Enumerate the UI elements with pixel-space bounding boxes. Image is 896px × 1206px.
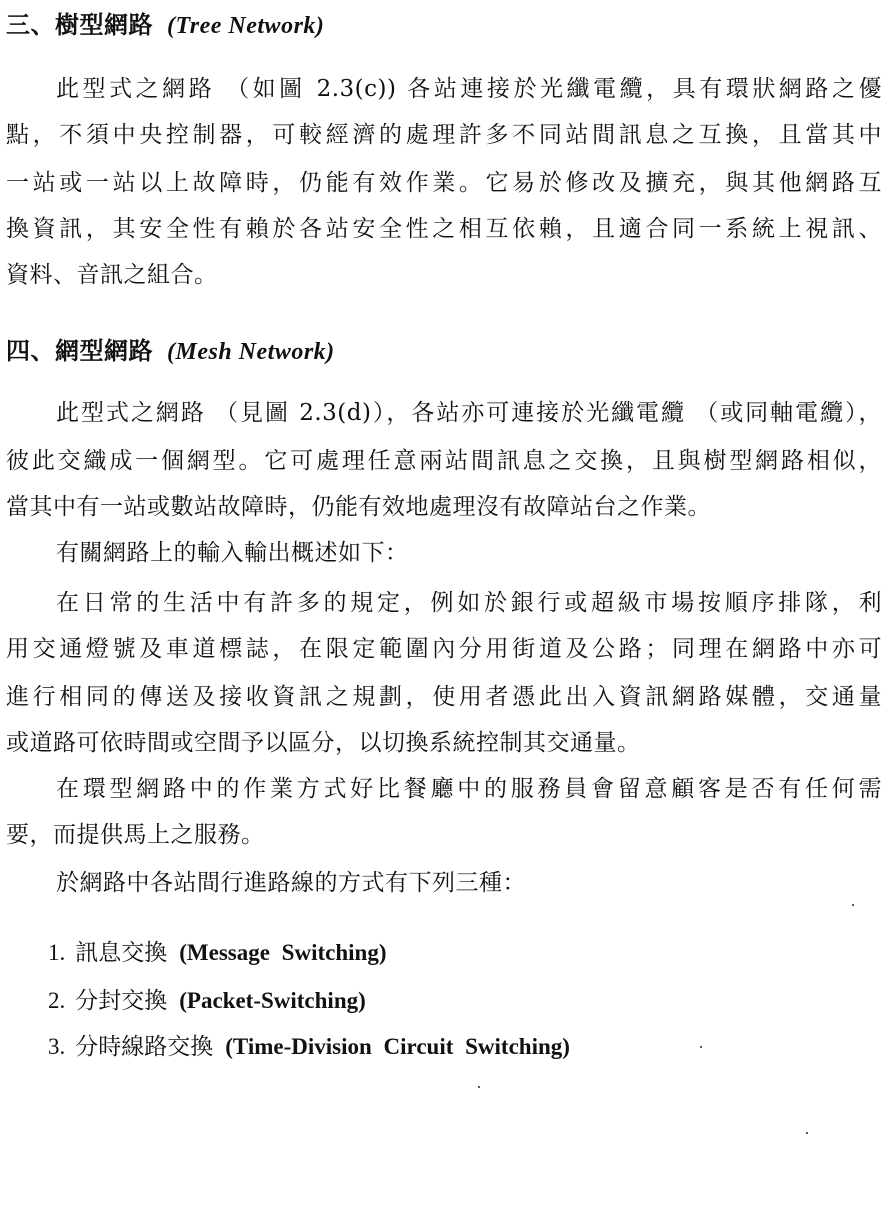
paragraph-line: 在環型網路中的作業方式好比餐廳中的服務員會留意顧客是否有任何需 [56, 776, 882, 802]
list-item-english: (Packet-Switching) [179, 988, 366, 1013]
list-item-chinese: 訊息交換 [75, 940, 168, 966]
paragraph-line: 點，不須中央控制器，可較經濟的處理許多不同站間訊息之互換，且當其中 [6, 122, 882, 148]
list-number: 1. [48, 940, 66, 965]
paragraph-line: 於網路中各站間行進路線的方式有下列三種： [56, 870, 526, 896]
list-number: 2. [48, 988, 66, 1013]
paragraph-line: 此型式之網路 （如圖 2.3(c)) 各站連接於光纖電纜，具有環狀網路之優 [56, 76, 882, 102]
paragraph-line: 進行相同的傳送及接收資訊之規劃，使用者憑此出入資訊網路媒體，交通量 [6, 684, 882, 710]
list-item-chinese: 分時線路交換 [75, 1034, 214, 1060]
section-heading-mesh-network [6, 336, 882, 367]
list-item-english: (Time-Division Circuit Switching) [225, 1034, 570, 1059]
heading-chinese: 三、樹型網路 [6, 10, 153, 39]
list-item-message-switching [48, 938, 386, 968]
paragraph-line: 當其中有一站或數站故障時，仍能有效地處理沒有故障站台之作業。 [6, 494, 711, 520]
heading-chinese: 四、網型網路 [6, 336, 153, 365]
list-item-time-division-switching [48, 1032, 570, 1062]
paragraph-line: 用交通燈號及車道標誌，在限定範圍內分用街道及公路；同理在網路中亦可 [6, 636, 882, 662]
paragraph-line: 換資訊，其安全性有賴於各站安全性之相互依賴，且適合同一系統上視訊、 [6, 216, 882, 242]
paragraph-line: 此型式之網路 （見圖 2.3(d)），各站亦可連接於光纖電纜 （或同軸電纜）， [56, 400, 882, 426]
scan-speck [478, 1086, 480, 1088]
section-heading-tree-network [6, 10, 882, 41]
list-number: 3. [48, 1034, 66, 1059]
heading-english: (Mesh Network) [167, 339, 335, 365]
list-item-english: (Message Switching) [179, 940, 387, 965]
paragraph-line: 彼此交織成一個網型。它可處理任意兩站間訊息之交換，且與樹型網路相似， [6, 448, 882, 474]
list-item-packet-switching [48, 986, 366, 1016]
scan-speck [806, 1132, 808, 1134]
paragraph-line: 資料、音訊之組合。 [6, 262, 218, 288]
paragraph-line: 一站或一站以上故障時，仍能有效作業。它易於修改及擴充，與其他網路互 [6, 170, 882, 196]
heading-english: (Tree Network) [167, 13, 325, 39]
paragraph-line: 有關網路上的輸入輸出概述如下： [56, 540, 409, 566]
paragraph-line: 要，而提供馬上之服務。 [6, 822, 265, 848]
paragraph-line: 在日常的生活中有許多的規定，例如於銀行或超級市場按順序排隊，利 [56, 590, 882, 616]
list-item-chinese: 分封交換 [75, 988, 168, 1014]
scan-speck [700, 1046, 702, 1048]
scan-speck [852, 904, 854, 906]
paragraph-line: 或道路可依時間或空間予以區分，以切換系統控制其交通量。 [6, 730, 641, 756]
